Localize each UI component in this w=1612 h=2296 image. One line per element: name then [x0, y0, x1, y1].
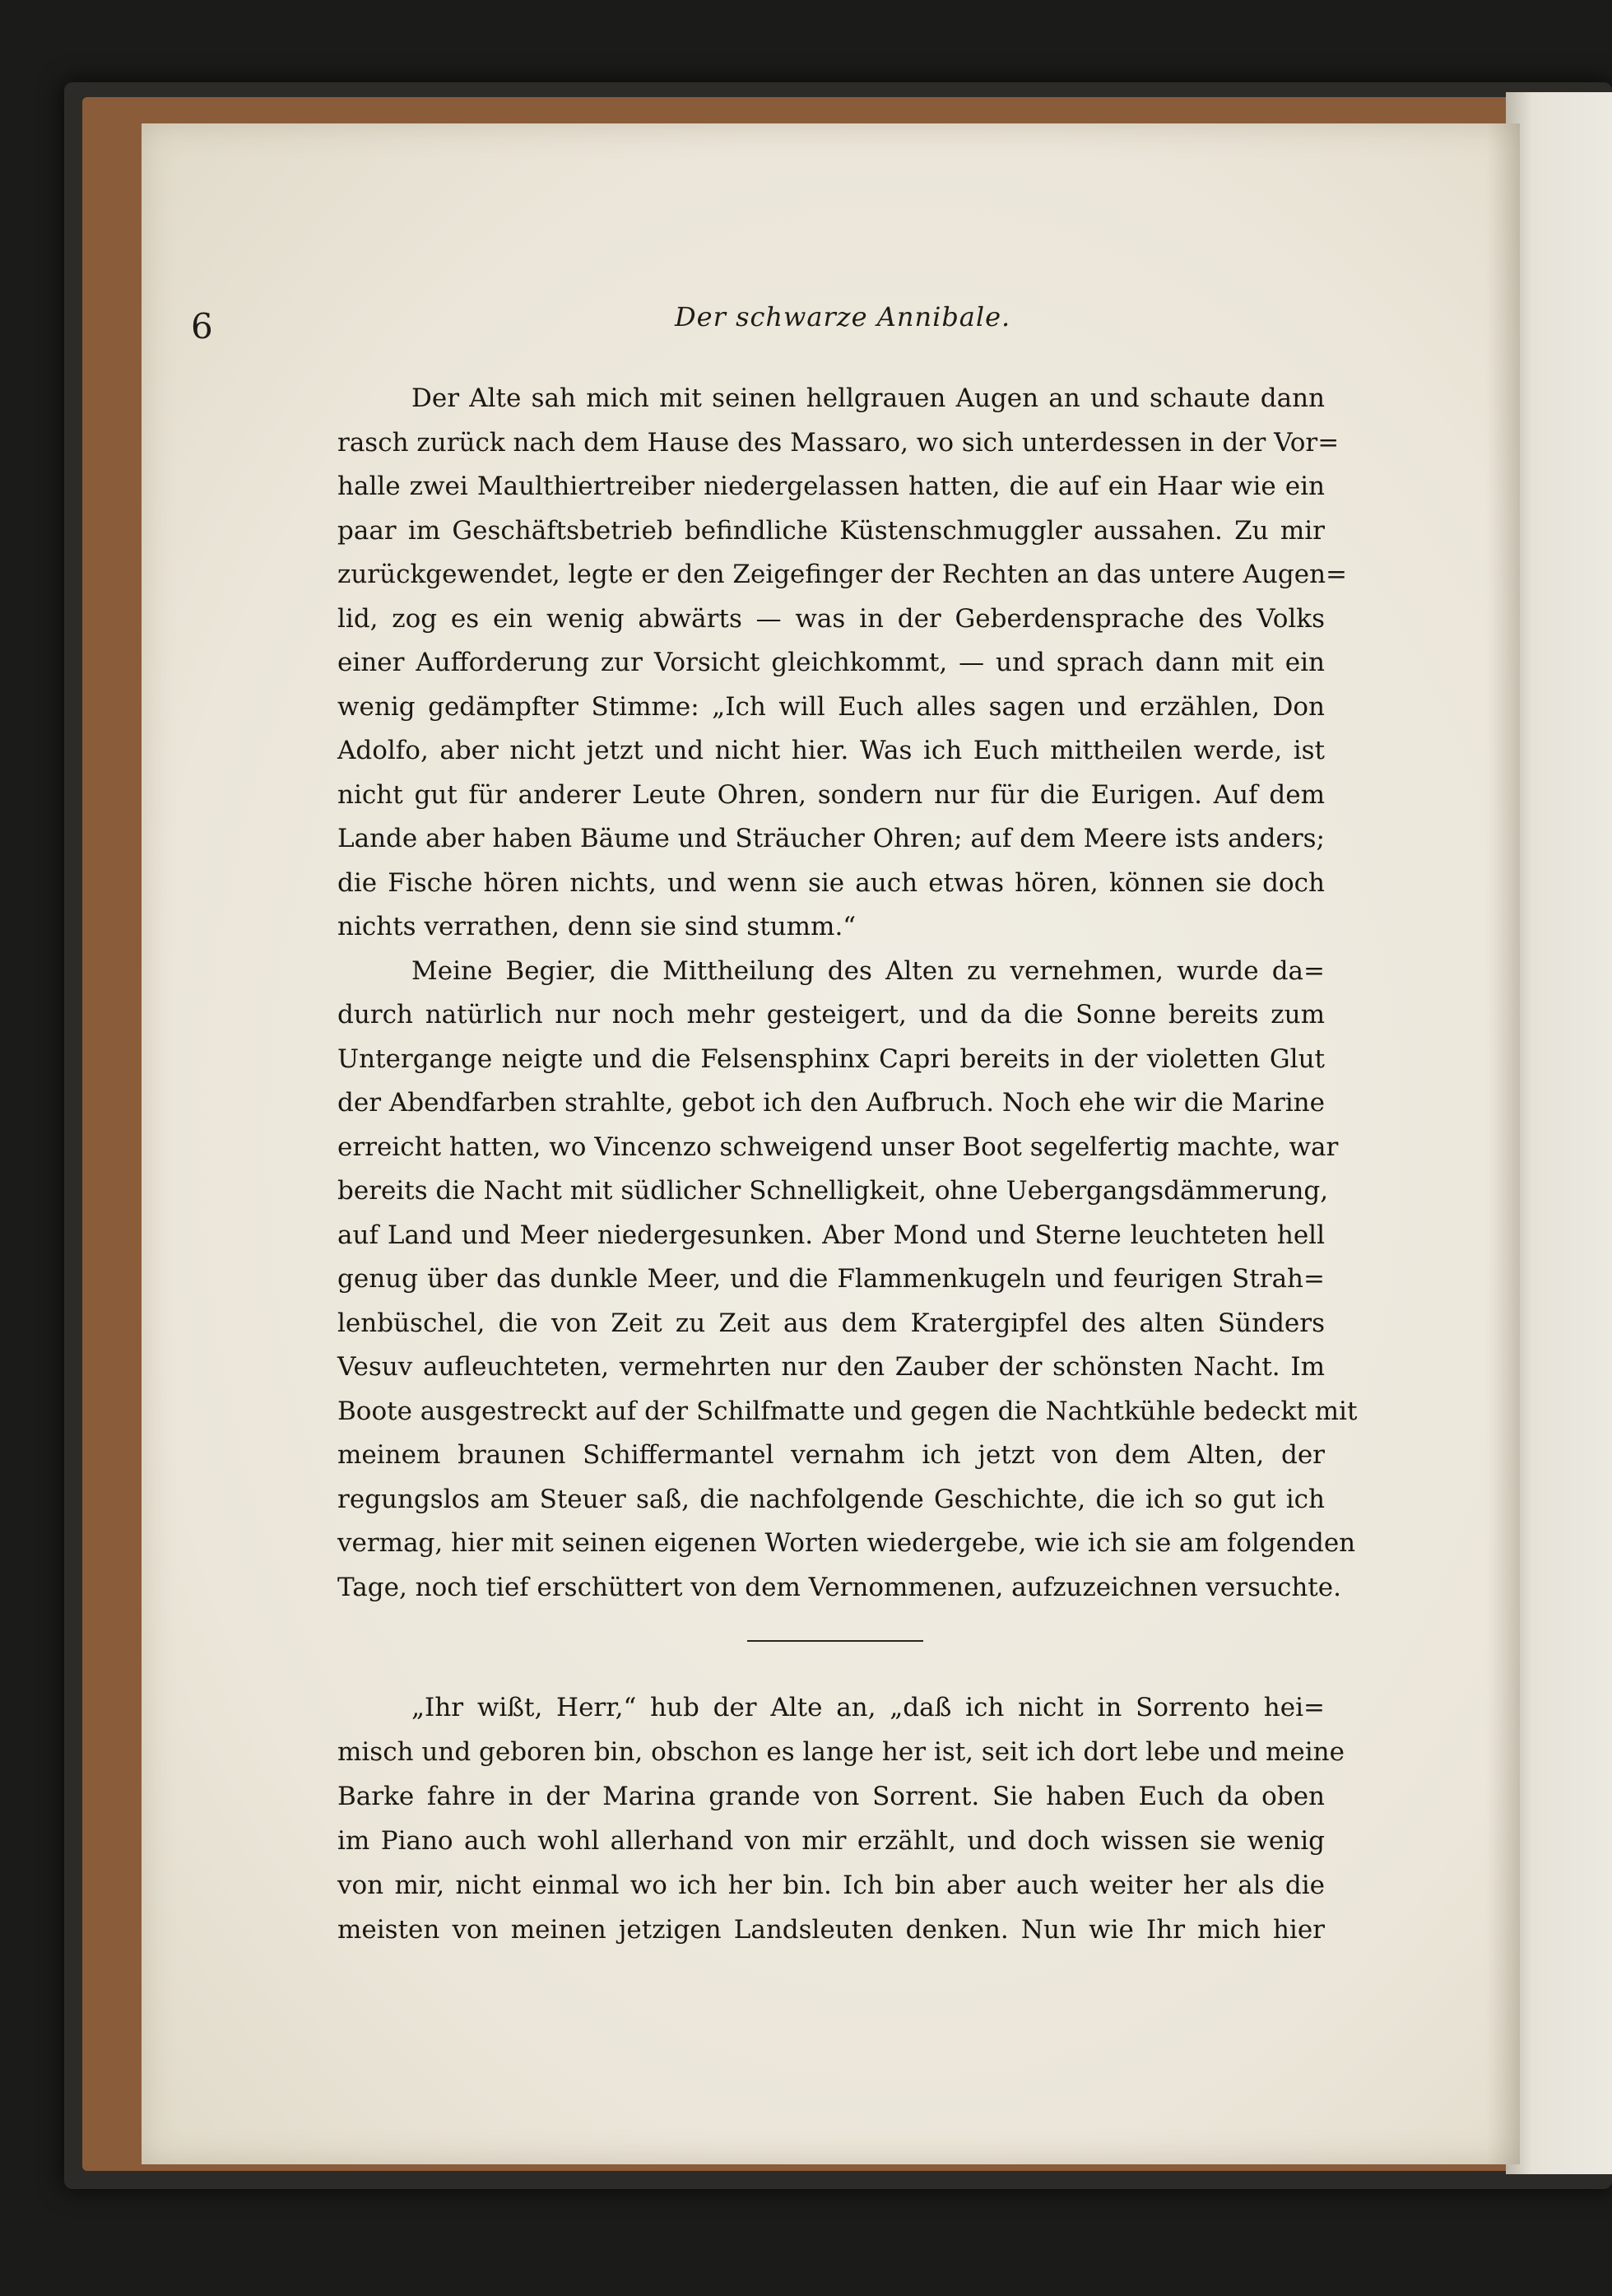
text-line: Vesuv aufleuchteten, vermehrten nur den Zauber der schönsten Nacht. Im: [337, 1352, 1325, 1382]
text-line: Lande aber haben Bäume und Sträucher Ohren; auf dem Meere ists anders;: [337, 824, 1325, 853]
text-line: misch und geboren bin, obschon es lange her ist, seit ich dort lebe und meine: [337, 1737, 1345, 1767]
section-separator-rule: [747, 1640, 923, 1642]
text-line: Der Alte sah mich mit seinen hellgrauen Augen an und schaute dann: [411, 383, 1325, 413]
text-line: wenig gedämpfter Stimme: „Ich will Euch alles sagen und erzählen, Don: [337, 691, 1325, 722]
paragraph-2: [337, 950, 1358, 1610]
facing-page-edge: [1506, 92, 1612, 2174]
page-gutter-shadow: [1487, 123, 1520, 2164]
text-line: bereits die Nacht mit südlicher Schnelligkeit, ohne Uebergangsdämmerung,: [337, 1176, 1329, 1206]
text-block-lower: [337, 1685, 1345, 1952]
running-head: Der schwarze Annibale.: [675, 301, 1011, 332]
paragraph-3: [337, 1685, 1345, 1952]
text-line: nichts verrathen, denn sie sind stumm.“: [337, 912, 857, 941]
text-line: Boote ausgestreckt auf der Schilfmatte und gegen die Nachtkühle bedeckt mit: [337, 1396, 1358, 1426]
text-line: Barke fahre in der Marina grande von Sorrent. Sie haben Euch da oben: [337, 1782, 1325, 1811]
text-line: halle zwei Maulthiertreiber niedergelassen hatten, die auf ein Haar wie ein: [337, 472, 1325, 501]
text-line: lid, zog es ein wenig abwärts — was in der Geberdensprache des Volks: [337, 603, 1325, 634]
text-line: auf Land und Meer niedergesunken. Aber Mond und Sterne leuchteten hell: [337, 1220, 1325, 1250]
text-line: Untergange neigte und die Felsensphinx Capri bereits in der violetten Glut: [337, 1043, 1325, 1074]
text-line: „Ihr wißt, Herr,“ hub der Alte an, „daß ich nicht in Sorrento hei=: [411, 1693, 1325, 1722]
text-line: lenbüschel, die von Zeit zu Zeit aus dem Kratergipfel des alten Sünders: [337, 1308, 1325, 1338]
text-line: zurückgewendet, legte er den Zeigefinger der Rechten an das untere Augen=: [337, 560, 1348, 589]
text-line: Adolfo, aber nicht jetzt und nicht hier. Was ich Euch mittheilen werde, ist: [337, 736, 1325, 765]
text-line: durch natürlich nur noch mehr gesteigert, und da die Sonne bereits zum: [337, 1000, 1325, 1029]
text-line: erreicht hatten, wo Vincenzo schweigend unser Boot segelfertig machte, war: [337, 1132, 1339, 1162]
text-line: rasch zurück nach dem Hause des Massaro, wo sich unterdessen in der Vor=: [337, 427, 1340, 458]
text-line: im Piano auch wohl allerhand von mir erzählt, und doch wissen sie wenig: [337, 1826, 1325, 1856]
text-line: genug über das dunkle Meer, und die Flammenkugeln und feurigen Strah=: [337, 1264, 1325, 1294]
page-number: 6: [191, 306, 213, 346]
text-line: Meine Begier, die Mittheilung des Alten zu vernehmen, wurde da=: [411, 955, 1325, 986]
text-block-upper: [337, 377, 1358, 1610]
text-line: paar im Geschäftsbetrieb befindliche Küstenschmuggler aussahen. Zu mir: [337, 515, 1325, 546]
text-line: nicht gut für anderer Leute Ohren, sondern nur für die Eurigen. Auf dem: [337, 779, 1325, 810]
text-line: meisten von meinen jetzigen Landsleuten denken. Nun wie Ihr mich hier: [337, 1915, 1325, 1945]
text-line: die Fische hören nichts, und wenn sie auch etwas hören, können sie doch: [337, 867, 1325, 898]
text-line: von mir, nicht einmal wo ich her bin. Ich bin aber auch weiter her als die: [337, 1871, 1325, 1900]
text-line: meinem braunen Schiffermantel vernahm ich jetzt von dem Alten, der: [337, 1440, 1325, 1470]
text-line: Tage, noch tief erschüttert von dem Vernommenen, aufzuzeichnen versuchte.: [337, 1572, 1341, 1602]
text-line: regungslos am Steuer saß, die nachfolgende Geschichte, die ich so gut ich: [337, 1484, 1325, 1514]
text-line: der Abendfarben strahlte, gebot ich den Aufbruch. Noch ehe wir die Marine: [337, 1088, 1325, 1118]
text-line: vermag, hier mit seinen eigenen Worten wiedergebe, wie ich sie am folgenden: [337, 1528, 1356, 1558]
paragraph-1: [337, 377, 1348, 950]
text-line: einer Aufforderung zur Vorsicht gleichkommt, — und sprach dann mit ein: [337, 648, 1325, 677]
